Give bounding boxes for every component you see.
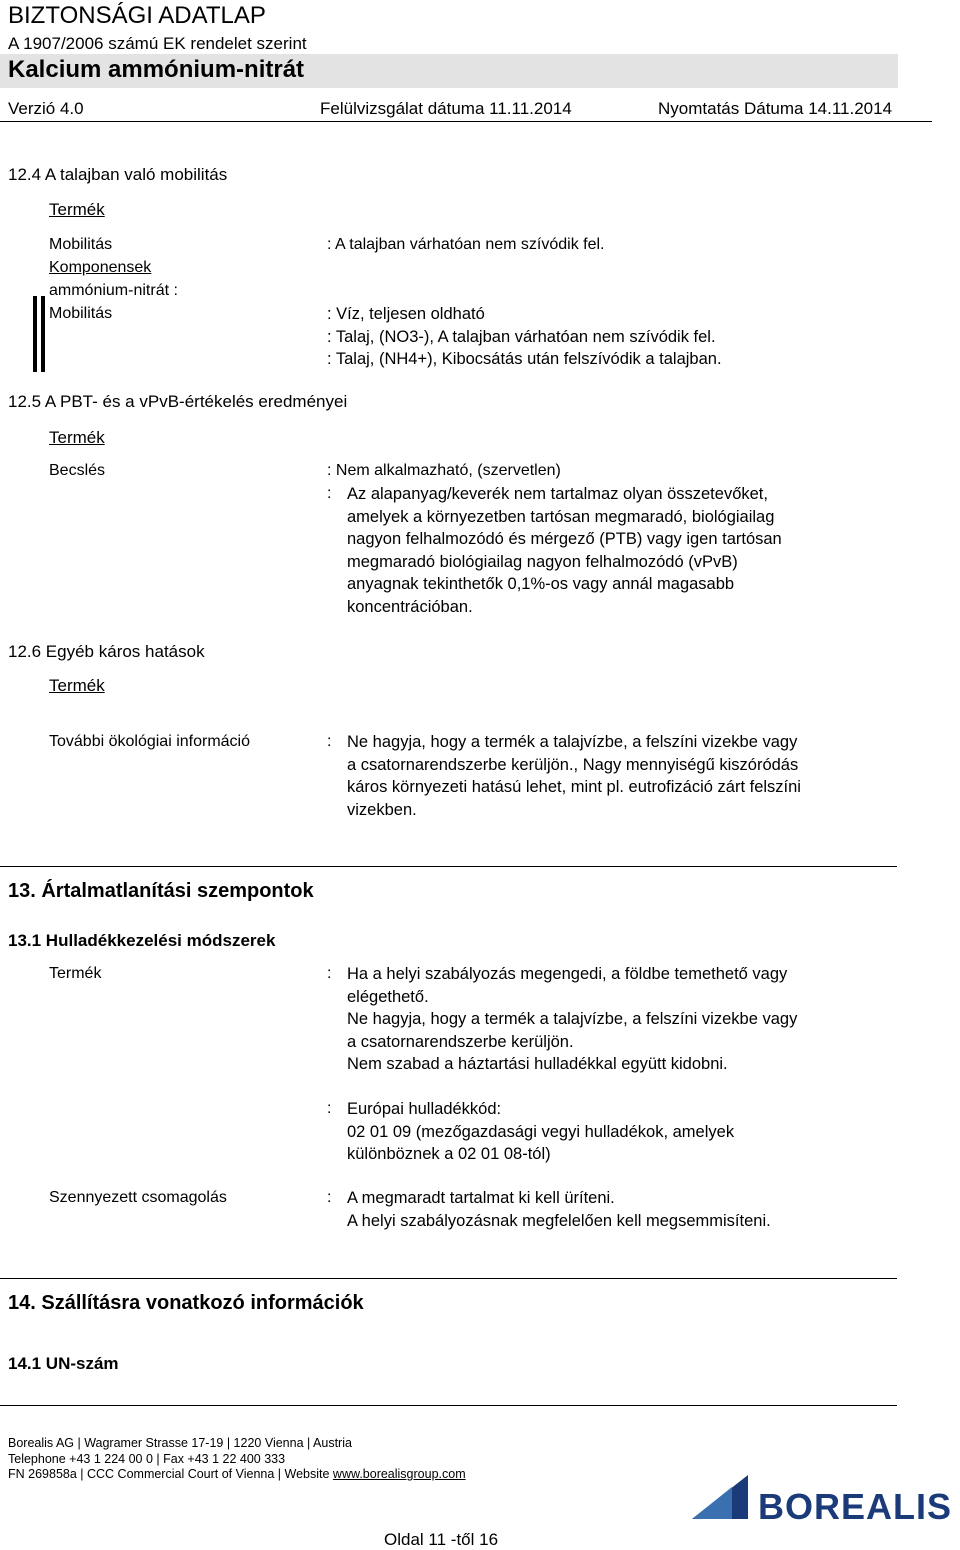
disposal-text — [347, 963, 797, 1076]
section-12-5-product-label: Termék — [49, 428, 105, 447]
section-13-heading: 13. Ártalmatlanítási szempontok — [8, 880, 314, 902]
eco-info-line: a csatornarendszerbe kerüljön., Nagy mennyiségű kiszóródás — [347, 755, 799, 774]
section-13-1-heading: 13.1 Hulladékkezelési módszerek — [8, 931, 276, 950]
pbt-line: amelyek a környezetben tartósan megmaradó, biológiailag — [347, 507, 775, 526]
mobility-value: : A talajban várhatóan nem szívódik fel. — [327, 236, 605, 253]
footer-divider — [0, 1405, 897, 1406]
estimate-value: : Nem alkalmazható, (szervetlen) — [327, 462, 561, 479]
section-12-6-heading: 12.6 Egyéb káros hatások — [8, 642, 205, 661]
disposal-line: Ne hagyja, hogy a termék a talajvízbe, a felszíni vizekbe vagy — [347, 1010, 798, 1028]
disposal-colon: : — [327, 965, 332, 982]
eco-info-colon: : — [327, 733, 332, 750]
section-12-5-heading: 12.5 A PBT- és a vPvB-értékelés eredményei — [8, 392, 348, 411]
page-number: Oldal 11 -től 16 — [384, 1530, 499, 1549]
footer-registration — [8, 1467, 466, 1481]
pbt-text — [347, 483, 782, 618]
section-12-4-product-label: Termék — [49, 200, 105, 219]
component-mobility-line: : Talaj, (NO3-), A talajban várhatóan nem szívódik fel. — [327, 327, 716, 346]
component-mobility-label: Mobilitás — [49, 305, 113, 322]
disposal-product-label: Termék — [49, 965, 102, 982]
component-mobility-line: : Talaj, (NH4+), Kibocsátás után felszívódik a talajban. — [327, 350, 722, 368]
disposal-line: Nem szabad a háztartási hulladékkal együtt kidobni. — [347, 1055, 728, 1073]
section-14-heading: 14. Szállításra vonatkozó információk — [8, 1292, 364, 1314]
regulation-line: A 1907/2006 számú EK rendelet szerint — [8, 34, 307, 53]
waste-code-line: 02 01 09 (mezőgazdasági vegyi hulladékok, amelyek — [347, 1122, 735, 1141]
eco-info-text — [347, 731, 801, 821]
packaging-label: Szennyezett csomagolás — [49, 1189, 227, 1206]
pbt-line: anyagnak tekinthetők 0,1%-os vagy annál magasabb — [347, 575, 735, 593]
waste-code-line: különböznek a 02 01 08-tól) — [347, 1145, 551, 1163]
packaging-line: A megmaradt tartalmat ki kell üríteni. — [347, 1189, 615, 1207]
section-13-divider — [0, 866, 897, 867]
section-12-4-heading: 12.4 A talajban való mobilitás — [8, 165, 228, 184]
component-mobility-line: : Víz, teljesen oldható — [327, 305, 485, 323]
footer-phone: Telephone +43 1 224 00 0 | Fax +43 1 22 400 333 — [8, 1452, 286, 1466]
section-12-6-product-label: Termék — [49, 676, 105, 695]
eco-info-line: vizekben. — [347, 800, 417, 819]
revision-bar — [33, 296, 37, 372]
component-mobility-values — [327, 303, 722, 371]
disposal-line: elégethető. — [347, 987, 429, 1006]
eco-info-line: Ne hagyja, hogy a termék a talajvízbe, a felszíni vizekbe vagy — [347, 733, 798, 751]
borealis-logo-text: BOREALIS — [758, 1486, 953, 1527]
revision-date: Felülvizsgálat dátuma 11.11.2014 — [320, 99, 572, 118]
revision-bar — [41, 296, 45, 372]
disposal-line: a csatornarendszerbe kerüljön. — [347, 1032, 574, 1051]
pbt-line: megmaradó biológiailag nagyon felhalmozódó (vPvB) — [347, 552, 738, 571]
footer-registration-text: FN 269858a | CCC Commercial Court of Vienna | Website — [8, 1467, 333, 1481]
estimate-colon: : — [327, 485, 332, 502]
component-name: ammónium-nitrát : — [49, 282, 178, 299]
pbt-line: koncentrációban. — [347, 597, 473, 616]
version-label: Verzió 4.0 — [8, 99, 84, 118]
borealis-logo-icon — [692, 1475, 748, 1519]
footer-address: Borealis AG | Wagramer Strasse 17-19 | 1220 Vienna | Austria — [8, 1436, 352, 1450]
document-title: BIZTONSÁGI ADATLAP — [8, 2, 266, 29]
website-link[interactable]: www.borealisgroup.com — [332, 1467, 466, 1481]
waste-code-line: Európai hulladékkód: — [347, 1100, 502, 1118]
header-divider — [0, 121, 932, 122]
waste-code-text — [347, 1098, 734, 1166]
packaging-line: A helyi szabályozásnak megfelelően kell megsemmisíteni. — [347, 1211, 771, 1230]
eco-info-label: További ökológiai információ — [49, 733, 250, 750]
packaging-colon: : — [327, 1189, 332, 1206]
pbt-line: Az alapanyag/keverék nem tartalmaz olyan összetevőket, — [347, 485, 768, 503]
section-14-divider — [0, 1278, 897, 1279]
mobility-label: Mobilitás — [49, 236, 113, 253]
disposal-line: Ha a helyi szabályozás megengedi, a földbe temethető vagy — [347, 965, 788, 983]
product-name: Kalcium ammónium-nitrát — [8, 56, 305, 83]
components-label: Komponensek — [49, 259, 152, 276]
section-14-1-heading: 14.1 UN-szám — [8, 1354, 119, 1373]
eco-info-line: káros környezeti hatású lehet, mint pl. eutrofizáció zárt felszíni — [347, 778, 801, 796]
pbt-line: nagyon felhalmozódó és mérgező (PTB) vagy igen tartósan — [347, 530, 782, 548]
estimate-label: Becslés — [49, 462, 106, 479]
print-date: Nyomtatás Dátuma 14.11.2014 — [658, 99, 893, 118]
waste-code-colon: : — [327, 1100, 332, 1117]
packaging-text — [347, 1187, 771, 1232]
